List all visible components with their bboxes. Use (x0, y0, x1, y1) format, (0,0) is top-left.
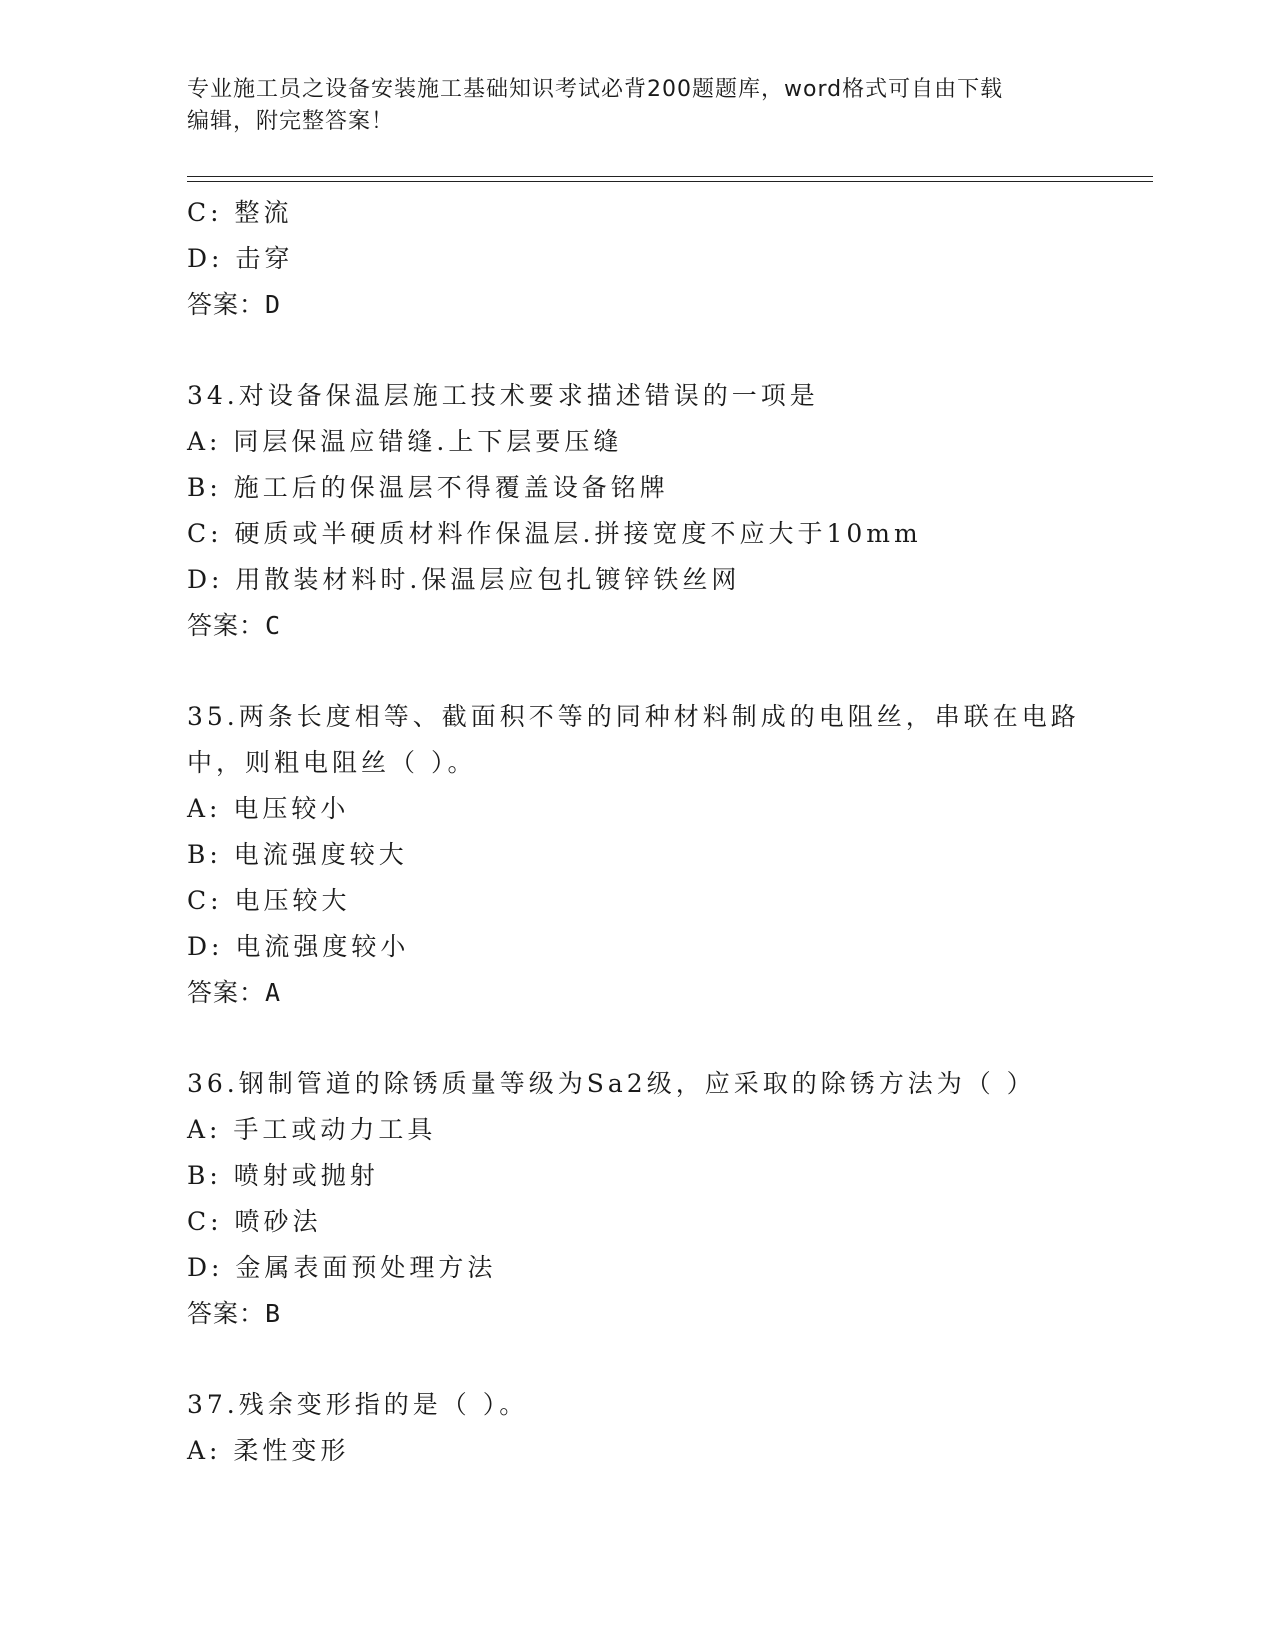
question-33-tail (187, 190, 1147, 328)
answer-value: A (265, 978, 282, 1007)
question-stem-line-1: 35.两条长度相等、截面积不等的同种材料制成的电阻丝，串联在电路 (187, 702, 1080, 731)
answer-label: 答案： (187, 611, 266, 640)
option-c: C: 喷砂法 (187, 1207, 322, 1236)
question-35 (187, 694, 1147, 1016)
question-36 (187, 1061, 1147, 1337)
option-a: A: 手工或动力工具 (187, 1115, 437, 1144)
answer-label: 答案： (187, 1299, 266, 1328)
answer-value: B (265, 1299, 282, 1328)
header-title-line-1: 专业施工员之设备安装施工基础知识考试必背200题题库，word格式可自由下载 (187, 77, 1004, 102)
option-d: D: 用散装材料时.保温层应包扎镀锌铁丝网 (187, 565, 741, 594)
answer-line (187, 970, 1147, 1016)
option-b: B: 电流强度较大 (187, 840, 408, 869)
answer-value: C (265, 611, 282, 640)
option-d: D: 电流强度较小 (187, 932, 410, 961)
question-stem: 37.残余变形指的是（ ）。 (187, 1390, 529, 1419)
question-stem-line-2: 中，则粗电阻丝（ ）。 (187, 748, 477, 777)
option-a: A: 柔性变形 (187, 1436, 350, 1465)
question-37 (187, 1382, 1147, 1474)
answer-label: 答案： (187, 290, 266, 319)
option-b: B: 喷射或抛射 (187, 1161, 379, 1190)
question-list (187, 190, 1147, 1474)
header-title-line-2: 编辑，附完整答案！ (187, 109, 395, 134)
question-34 (187, 373, 1147, 649)
header-divider-top (187, 176, 1153, 177)
option-c: C: 硬质或半硬质材料作保温层.拼接宽度不应大于10mm (187, 519, 922, 548)
option-d: D: 金属表面预处理方法 (187, 1253, 497, 1282)
header-divider-bottom (187, 181, 1153, 182)
answer-line (187, 1291, 1147, 1337)
option-d: D: 击穿 (187, 244, 294, 273)
answer-label: 答案： (187, 978, 266, 1007)
document-header (187, 74, 1087, 138)
question-stem: 34.对设备保温层施工技术要求描述错误的一项是 (187, 381, 819, 410)
answer-line (187, 282, 1147, 328)
option-a: A: 电压较小 (187, 794, 350, 823)
answer-value: D (265, 290, 282, 319)
option-a: A: 同层保温应错缝.上下层要压缝 (187, 427, 623, 456)
option-c: C: 电压较大 (187, 886, 351, 915)
option-c: C: 整流 (187, 198, 293, 227)
question-stem: 36.钢制管道的除锈质量等级为Sa2级，应采取的除锈方法为（ ） (187, 1069, 1036, 1098)
answer-line (187, 603, 1147, 649)
option-b: B: 施工后的保温层不得覆盖设备铭牌 (187, 473, 669, 502)
